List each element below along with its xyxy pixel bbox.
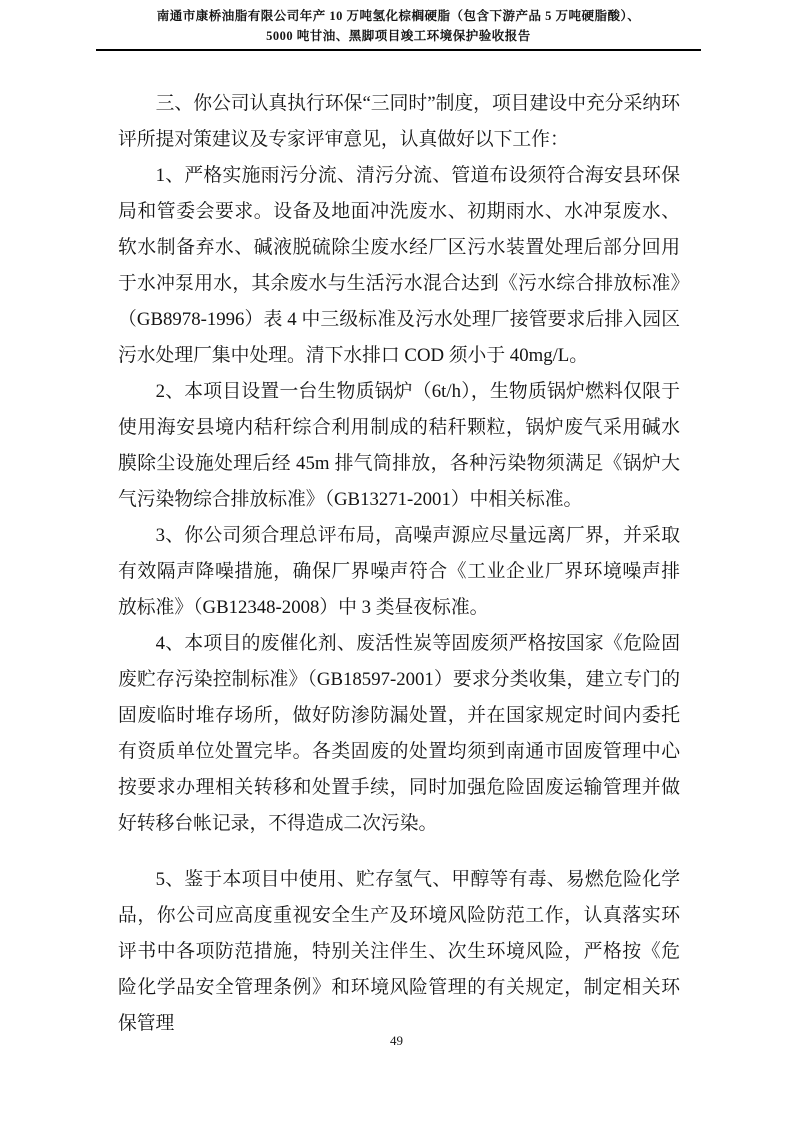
paragraph-item-4: 4、本项目的废催化剂、废活性炭等固废须严格按国家《危险固废贮存污染控制标准》（GB18597-2001）要求分类收集，建立专门的固废临时堆存场所，做好防渗防漏处置，并在国家规定时间内委托有资质单位处置完毕。各类固废的处置均须到南通市固废管理中心按要求办理相关转移和处置手续，同时加强危险固废运输管理并做好转移台帐记录，不得造成二次污染。 (118, 633, 680, 834)
paragraph-item-3: 3、你公司须合理总评布局，高噪声源应尽量远离厂界，并采取有效隔声降噪措施，确保厂界噪声符合《工业企业厂界环境噪声排放标准》（GB12348-2008）中 3 类昼夜标准。 (118, 525, 680, 618)
paragraph-item-2: 2、本项目设置一台生物质锅炉（6t/h），生物质锅炉燃料仅限于使用海安县境内秸秆综合利用制成的秸秆颗粒，锅炉废气采用碱水膜除尘设施处理后经 45m 排气筒排放，各种污染物须满足《锅炉大气污染物综合排放标准》（GB13271-2001）中相关标准。 (118, 381, 680, 510)
document-header (96, 6, 701, 51)
header-title-line2: 5000 吨甘油、黑脚项目竣工环境保护验收报告 (266, 29, 531, 43)
paragraph-section-intro: 三、你公司认真执行环保“三同时”制度，项目建设中充分采纳环评所提对策建议及专家评审意见，认真做好以下工作： (118, 93, 680, 150)
paragraph-item-5: 5、鉴于本项目中使用、贮存氢气、甲醇等有毒、易燃危险化学品，你公司应高度重视安全生产及环境风险防范工作，认真落实环评书中各项防范措施，特别关注伴生、次生环境风险，严格按《危险化学品安全管理条例》和环境风险管理的有关规定，制定相关环保管理 (118, 869, 680, 1034)
paragraph-item-1: 1、严格实施雨污分流、清污分流、管道布设须符合海安县环保局和管委会要求。设备及地面冲洗废水、初期雨水、水冲泵废水、软水制备弃水、碱液脱硫除尘废水经厂区污水装置处理后部分回用于水冲泵用水，其余废水与生活污水混合达到《污水综合排放标准》（GB8978-1996）表 4 中三级标准及污水处理厂接管要求后排入园区污水处理厂集中处理。清下水排口 COD 须小于 40mg/L。 (118, 165, 680, 366)
page-footer (0, 1032, 793, 1050)
header-title-line1: 南通市康桥油脂有限公司年产 10 万吨氢化棕榈硬脂（包含下游产品 5 万吨硬脂酸）、 (156, 9, 641, 23)
document-body (118, 86, 680, 1042)
page-number: 49 (390, 1033, 403, 1048)
